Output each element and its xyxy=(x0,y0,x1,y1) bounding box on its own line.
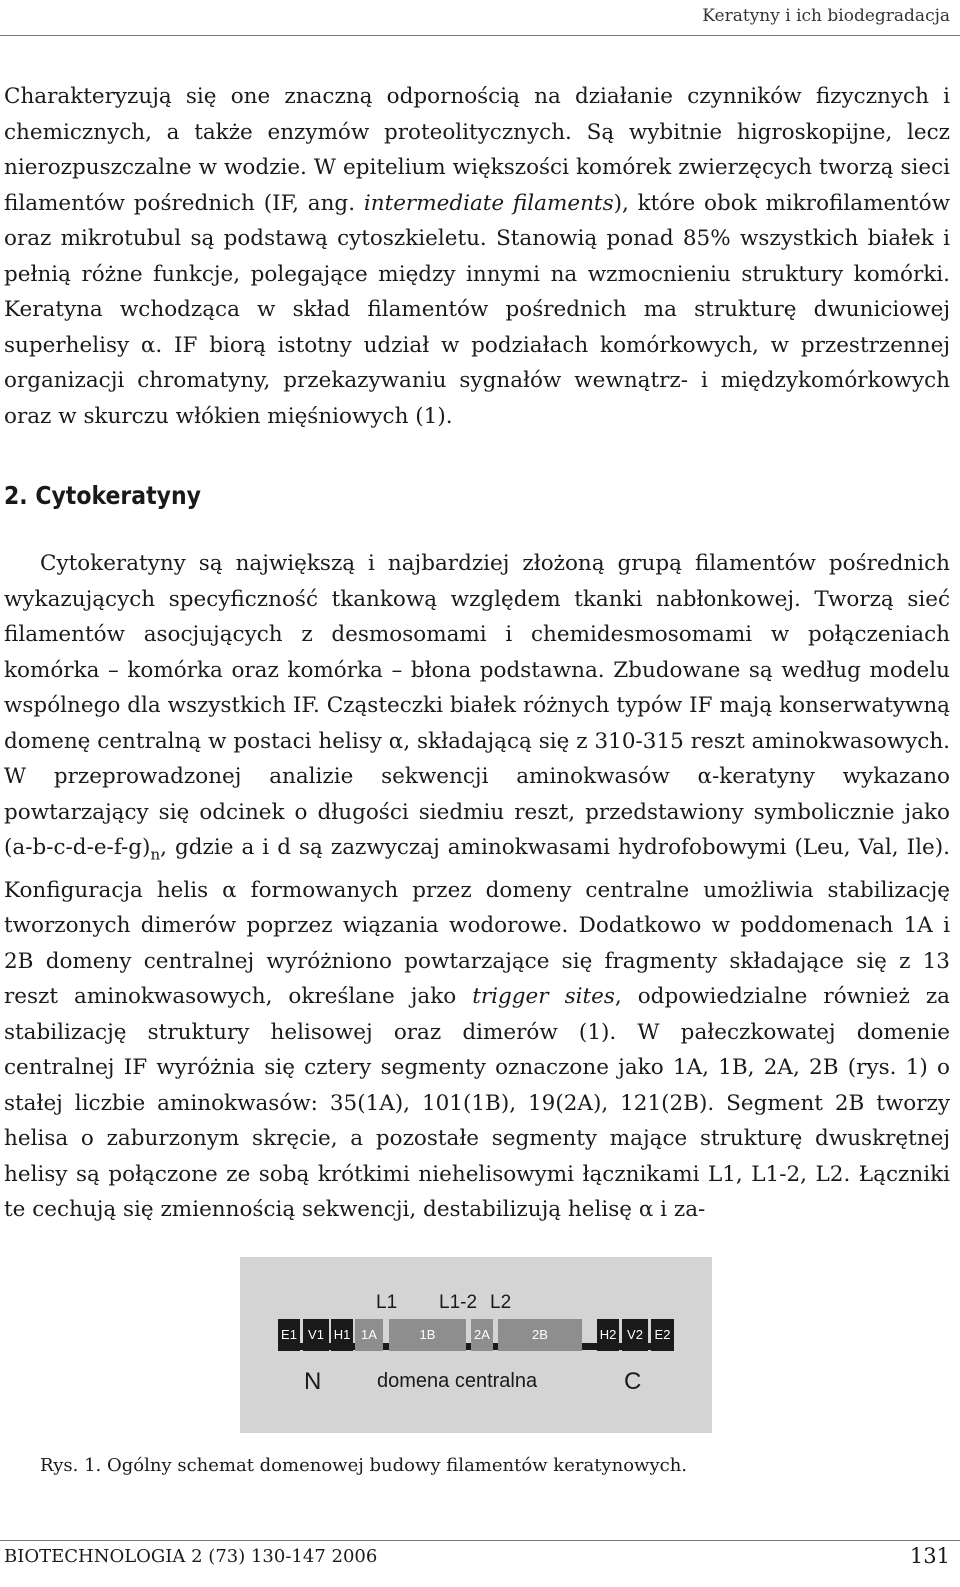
figure-caption: Rys. 1. Ogólny schemat domenowej budowy filamentów keratynowych. xyxy=(40,1455,688,1476)
segment-1b: 1B xyxy=(389,1319,466,1351)
italic-term: intermediate filaments xyxy=(363,190,614,216)
section-heading: 2. Cytokeratyny xyxy=(4,481,201,510)
paragraph-text: Charakteryzują się one znaczną odpornością na działanie czynników fizycznych i chemicznych, a także enzymów proteolitycznych. Są wybitnie higroskopijne, lecz nierozpuszczalne w wodzie. W epitelium większości komórek zwierzęcych tworzą sieci filamentów pośrednich (IF, ang. xyxy=(4,84,950,216)
segment-1a: 1A xyxy=(355,1319,383,1351)
linker-label-l1-2: L1-2 xyxy=(439,1292,478,1313)
segment-2b: 2B xyxy=(498,1319,582,1351)
paragraph-cytokeratins xyxy=(4,546,950,1228)
italic-term: trigger sites xyxy=(472,984,615,1010)
paragraph-text: ), które obok mikrofilamentów oraz mikrotubul są podstawą cytoszkieletu. Stanowią ponad 85% wszystkich białek i pełnią różne funkcje, polegające między innymi na wzmocnieniu struktury komórki. Keratyna wchodząca w skład filamentów pośrednich ma strukturę dwuniciowej superhelisy α. IF biorą istotny udział w podziałach komórkowych, w przestrzennej organizacji chromatyny, przekazywaniu sygnałów wewnątrz- i międzykomórkowych oraz w skurczu włókien mięśniowych (1). xyxy=(4,190,951,429)
segment-v1: V1 xyxy=(303,1319,329,1351)
paragraph-text: , odpowiedzialne również za stabilizację struktury helisowej oraz dimerów (1). W pałeczkowatej domenie centralnej IF wyróżnia się cztery segmenty oznaczone jako 1A, 1B, 2A, 2B (rys. 1) o stałej liczbie aminokwasów: 35(1A), 101(1B), 19(2A), 121(2B). Segment 2B tworzy helisa o zaburzonym skręcie, a pozostałe segmenty mające strukturę dwuskrętnej helisy są połączone ze sobą krótkimi niehelisowymi łącznikami L1, L1-2, L2. Łączniki te cechują się zmiennością sekwencji, destabilizują helisę α i za- xyxy=(4,984,950,1223)
label-central-domain: domena centralna xyxy=(377,1370,538,1392)
linker-label-l2: L2 xyxy=(490,1292,512,1313)
footer-journal: BIOTECHNOLOGIA 2 (73) 130-147 2006 xyxy=(4,1546,378,1567)
label-n-terminus: N xyxy=(304,1368,322,1395)
paragraph-text: , gdzie a i d są zazwyczaj aminokwasami hydrofobowymi (Leu, Val, Ile). Konfiguracja helis α formowanych przez domeny centralne umożliwia stabilizację tworzonych dimerów poprzez wiązania wodorowe. Dodatkowo w poddomenach 1A i 2B domeny centralnej wyróżniono powtarzające się fragmenty składające się z 13 reszt aminokwasowych, określane jako xyxy=(4,835,950,1010)
segment-h1: H1 xyxy=(331,1319,353,1351)
paragraph-keratin-properties xyxy=(4,79,950,434)
segment-e2: E2 xyxy=(651,1319,674,1351)
footer-rule xyxy=(0,1540,960,1541)
segment-v2: V2 xyxy=(622,1319,648,1351)
figure-domain-schema xyxy=(240,1257,712,1433)
label-c-terminus: C xyxy=(624,1368,642,1395)
page-number: 131 xyxy=(909,1544,950,1568)
paragraph-text: Cytokeratyny są największą i najbardziej złożoną grupą filamentów pośrednich wykazujących specyficzność tkankową względem tkanki nabłonkowej. Tworzą sieć filamentów asocjujących z desmosomami i chemidesmosomami w połączeniach komórka – komórka oraz komórka – błona podstawna. Zbudowane są według modelu wspólnego dla wszystkich IF. Cząsteczki białek różnych typów IF mają konserwatywną domenę centralną w postaci helisy α, składającą się z 310-315 reszt aminokwasowych. W przeprowadzonej analizie sekwencji aminokwasów α-keratyny wykazano powtarzający się odcinek o długości siedmiu reszt, przedstawiony symbolicznie jako (a-b-c-d-e-f-g) xyxy=(4,551,950,860)
segment-h2: H2 xyxy=(597,1319,619,1351)
segment-e1: E1 xyxy=(278,1319,300,1351)
subscript-n: n xyxy=(150,845,161,864)
segment-2a: 2A xyxy=(471,1319,493,1351)
running-header: Keratyny i ich biodegradacja xyxy=(702,6,950,26)
linker-label-l1: L1 xyxy=(376,1292,398,1313)
header-rule xyxy=(0,35,960,36)
